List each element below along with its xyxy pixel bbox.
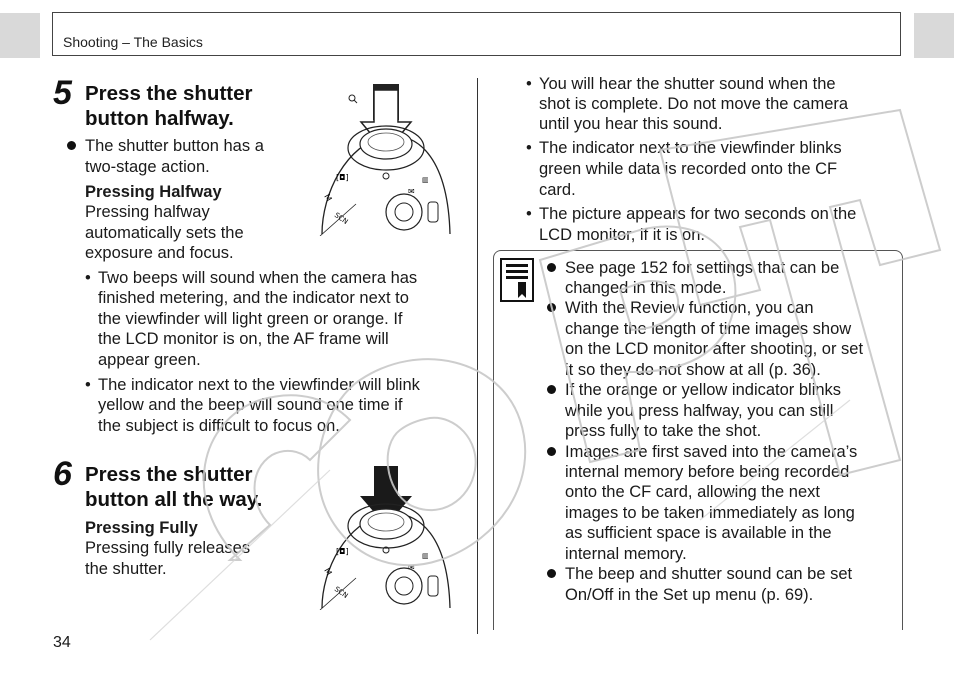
section-header <box>52 12 901 56</box>
right-note2-line2: green while data is recorded onto the CF <box>539 160 838 178</box>
step5-note1-line1: Two beeps will sound when the camera has <box>98 269 418 287</box>
box-note4-line6: internal memory. <box>565 545 687 563</box>
step-6-title-line2: button all the way. <box>85 488 263 511</box>
right-note3-line2: LCD monitor, if it is on. <box>539 226 705 244</box>
bullet-dot <box>547 569 556 578</box>
page-tab-left <box>0 13 40 58</box>
step5-note2-line3: the subject is difficult to focus on. <box>98 417 340 435</box>
right-note2-line3: card. <box>539 181 576 199</box>
step-5-title-line1: Press the shutter <box>85 82 253 105</box>
svg-text:SCN: SCN <box>332 211 350 226</box>
camera-shutter-halfway-illustration <box>316 84 452 236</box>
note-dot: • <box>526 75 532 93</box>
column-divider <box>477 78 478 634</box>
memo-icon <box>500 258 534 302</box>
svg-text:▥: ▥ <box>422 552 429 560</box>
step5-note1-line4: the LCD monitor is on, the AF frame will <box>98 330 389 348</box>
svg-text:SCN: SCN <box>332 585 350 600</box>
step5-note2-line2: yellow and the beep will sound one time if <box>98 396 403 414</box>
box-note5-line1: The beep and shutter sound can be set <box>565 565 853 583</box>
pressing-fully-line2: the shutter. <box>85 560 167 578</box>
box-note4-line5: as sufficient space is available in the <box>565 524 832 542</box>
svg-text:▥: ▥ <box>422 176 429 184</box>
right-note2-line1: The indicator next to the viewfinder blinks <box>539 139 842 157</box>
bullet-dot <box>547 385 556 394</box>
page-number: 34 <box>53 634 71 651</box>
step-5-bullet-line1: The shutter button has a <box>85 137 264 155</box>
pressing-fully-line1: Pressing fully releases <box>85 539 251 557</box>
box-note4-line3: onto the CF card, allowing the next <box>565 483 820 501</box>
bullet-dot <box>547 263 556 272</box>
camera-shutter-fully-illustration <box>316 466 452 610</box>
step-5-title-line2: button halfway. <box>85 107 234 130</box>
section-title: Shooting – The Basics <box>63 34 203 50</box>
pressing-halfway-line2: automatically sets the <box>85 224 244 242</box>
right-note1-line2: shot is complete. Do not move the camera <box>539 95 849 113</box>
step5-note1-line5: appear green. <box>98 351 201 369</box>
note-dot: • <box>85 376 91 394</box>
pressing-halfway-heading: Pressing Halfway <box>85 183 222 201</box>
svg-text:[◘]: [◘] <box>336 173 349 182</box>
box-note2-line3: on the LCD monitor after shooting, or set <box>565 340 864 358</box>
bullet-dot <box>547 303 556 312</box>
svg-text:✉: ✉ <box>408 563 415 572</box>
pressing-halfway-line1: Pressing halfway <box>85 203 210 221</box>
box-note1-line1: See page 152 for settings that can be <box>565 259 840 277</box>
box-note3-line3: press fully to take the shot. <box>565 422 762 440</box>
note-dot: • <box>526 139 532 157</box>
box-note4-line4: images to be taken immediately as long <box>565 504 855 522</box>
svg-text:M: M <box>322 566 334 577</box>
box-note4-line2: internal memory before being recorded <box>565 463 850 481</box>
bullet-dot <box>547 447 556 456</box>
note-dot: • <box>526 205 532 223</box>
svg-text:✉: ✉ <box>408 187 415 196</box>
step5-note1-line2: finished metering, and the indicator next to <box>98 289 409 307</box>
box-note5-line2: On/Off in the Set up menu (p. 69). <box>565 586 814 604</box>
step-6-title-line1: Press the shutter <box>85 463 253 486</box>
right-note3-line1: The picture appears for two seconds on the <box>539 205 857 223</box>
note-dot: • <box>85 269 91 287</box>
svg-text:M: M <box>322 192 334 203</box>
step5-note2-line1: The indicator next to the viewfinder will blink <box>98 376 420 394</box>
box-note3-line2: while you press halfway, you can still <box>565 402 834 420</box>
box-note1-line2: changed in this mode. <box>565 279 727 297</box>
pressing-fully-heading: Pressing Fully <box>85 519 198 537</box>
step5-note1-line3: the viewfinder will light green or orange. If <box>98 310 403 328</box>
box-note3-line1: If the orange or yellow indicator blinks <box>565 381 842 399</box>
box-note2-line4: it so they do not show at all (p. 36). <box>565 361 821 379</box>
right-note1-line3: until you hear this sound. <box>539 115 723 133</box>
box-note4-line1: Images are first saved into the camera’s <box>565 443 858 461</box>
step-5-number: 5 <box>53 74 72 112</box>
right-note1-line1: You will hear the shutter sound when the <box>539 75 836 93</box>
svg-text:[◘]: [◘] <box>336 547 349 556</box>
step-6-number: 6 <box>53 455 72 493</box>
bullet-dot <box>67 141 76 150</box>
step-5-bullet-line2: two-stage action. <box>85 158 210 176</box>
pressing-halfway-line3: exposure and focus. <box>85 244 234 262</box>
box-note2-line1: With the Review function, you can <box>565 299 814 317</box>
box-note2-line2: change the length of time images show <box>565 320 852 338</box>
page-tab-right <box>914 13 954 58</box>
